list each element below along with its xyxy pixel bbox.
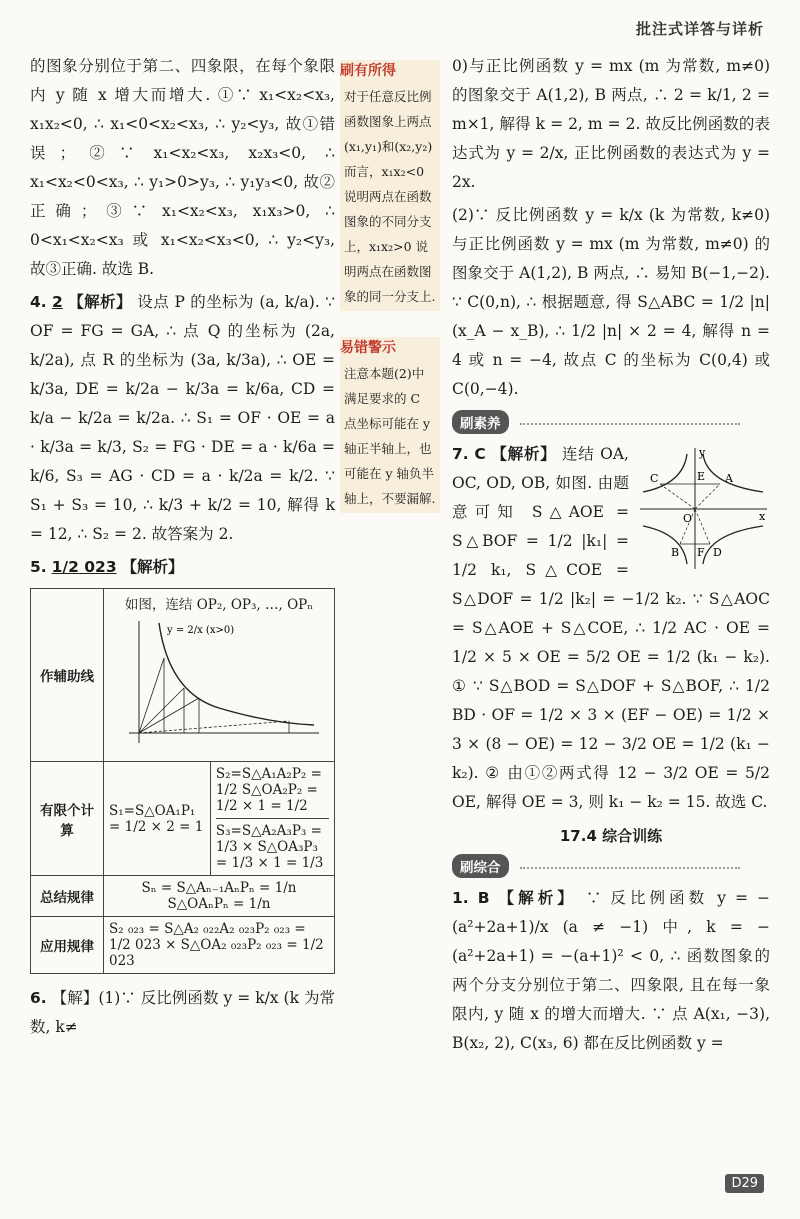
q7-answer: C [474,445,486,463]
table-row-head: 总结规律 [31,876,104,917]
fig-label: E [697,470,706,483]
q6-part1: 0)与正比例函数 y = mx (m 为常数, m≠0) 的图象交于 A(1,2), B 两点, ∴ 2 = k/1, 2 = m×1, 解得 k = 2, m = 2. 故反比例函数的表达式为 y = 2/x, 正比例函数的表达式为 y = 2x. [452,57,770,191]
hyperbola-figure [109,613,329,753]
right-column [452,52,770,1062]
note1-text: 对于任意反比例函数图象上两点(x₁,y₁)和(x₂,y₂)而言，x₁x₂<0 说明两点在函数图象的不同分支上，x₁x₂>0 说明两点在函数图象的同一分支上. [340,82,440,311]
fig-label: x [759,510,766,523]
q6-text: 【解】(1)∵ 反比例函数 y = k/x (k 为常数, k≠ [30,989,335,1036]
fig-label: B [671,546,680,559]
q5-number: 5. [30,558,47,576]
q4-number: 4. [30,293,47,311]
table-cell [210,762,334,876]
q7-text: 连结 OA, OC, OD, OB, 如图. 由题意可知 S△AOE = S△BOF = 1/2 |k₁| = 1/2 k₁, S△COE = S△DOF = 1/2 |k₂| = −1/2 k₂. ∵ S△AOC = S△AOE + S△COE, ∴ 1/2 AC · OE = 1/2 × 5 × OE = 5/2 OE = 1/2 (k₁ − k₂). ① ∵ S△BOD = S△DOF + S△BOF, ∴ 1/2 BD · OF = 1/2 × 3 × (EF − OE) = 1/2 × 3 × (8 − OE) = 12 − 3/2 OE = 1/2 (k₁ − k₂). ② 由①②两式得 12 − 3/2 OE = 5/2 OE, 解得 OE = 3, 则 k₁ − k₂ = 15. 故选 C. [452,445,770,811]
q7-tag: 【解析】 [491,445,557,463]
note2-text: 注意本题(2)中满足要求的 C 点坐标可能在 y 轴正半轴上，也可能在 y 轴负半轴上，不要漏解. [340,359,440,513]
section-title: 17.4 综合训练 [559,827,663,845]
table-cell: Sₙ = S△Aₙ₋₁AₙPₙ = 1/n S△OAₙPₙ = 1/n [104,876,335,917]
q1-number: 1. [452,889,469,907]
badge-zonghe: 刷综合 [452,854,509,878]
table-row-head: 作辅助线 [31,589,104,762]
question-4 [30,288,335,549]
page-header [0,0,800,52]
q7-figure [635,444,770,574]
table-row [31,762,335,876]
q4-answer: 2 [52,293,63,311]
side-notes [340,52,440,513]
solution-table [30,588,335,974]
q4-tag: 【解析】 [68,293,132,311]
note1-title: 刷有所得 [340,63,396,79]
badge-suyang: 刷素养 [452,410,509,434]
left-column [30,52,335,1046]
question-5 [30,553,335,582]
q1-answer: B [477,889,490,907]
dotted-divider [520,423,740,425]
q7-number: 7. [452,445,469,463]
table-row [31,876,335,917]
header-title: 批注式详答与详析 [635,20,764,38]
dotted-divider [520,867,740,869]
q1-text: ∵ 反比例函数 y = −(a²+2a+1)/x (a ≠ −1) 中, k = −(a²+2a+1) = −(a+1)² < 0, ∴ 函数图象的两个分支分别位于第二、四象限, 且在每一象限内, y 随 x 的增大而增大. ∵ 点 A(x₁, −3), B(x₂, 2), C(x₃, 6) 都在反比例函数 y = [452,889,770,1052]
note2-title: 易错警示 [340,340,396,356]
fig-label: D [713,546,722,559]
table-cell: S₁=S△OA₁P₁ = 1/2 × 2 = 1 [104,762,211,876]
q6-part2: (2)∵ 反比例函数 y = k/x (k 为常数, k≠0) 与正比例函数 y = mx (m 为常数, m≠0) 的图象交于 A(1,2), B 两点, ∴ 易知 B(−1,−2). ∵ C(0,n), ∴ 根据题意, 得 S△ABC = 1/2 |n| (x_A − x_B), ∴ 1/2 |n| × 2 = 4, 解得 n = 4 或 n = −4, 故点 C 的坐标为 C(0,4) 或 C(0,−4). [452,206,770,398]
fig-label: A [725,472,733,485]
q5-answer: 1/2 023 [51,558,117,576]
q5-tag: 【解析】 [121,558,184,576]
q1-tag: 【解析】 [498,889,577,907]
table-cell-s3: S₃=S△A₂A₃P₃ = 1/3 × S△OA₃P₃ = 1/3 × 1 = 1/3 [216,818,329,871]
table-row-head: 应用规律 [31,917,104,974]
table-cell-figure [104,589,335,762]
note-block [340,60,440,311]
fig-label: O [683,512,693,525]
table-row [31,589,335,762]
table-cell-s2: S₂=S△A₁A₂P₂ = 1/2 S△OA₂P₂ = 1/2 × 1 = 1/2 [215,766,322,814]
table-row-head: 有限个计算 [31,762,104,876]
table-cell: S₂ ₀₂₃ = S△A₂ ₀₂₂A₂ ₀₂₃P₂ ₀₂₃ = 1/2 023 × S△OA₂ ₀₂₃P₂ ₀₂₃ = 1/2 023 [104,917,335,974]
badge-row [452,854,770,878]
q3-continuation: 的图象分别位于第二、四象限，在每个象限内 y 随 x 增大而增大. ①∵ x₁<x₂<x₃, x₁x₂<0, ∴ x₁<0<x₂<x₃, ∴ y₂<y₃, 故①错误；②∵ x₁<x₂<x₃, x₂x₃<0, ∴ x₁<x₂<0<x₃, ∴ y₁>0>y₃, ∴ y₁y₃<0, 故②正确；③∵ x₁<x₂<x₃, x₁x₃>0, ∴ 0<x₁<x₂<x₃ 或 x₁<x₂<x₃<0, ∴ y₂<y₃, 故③正确. 故选 B. [30,57,335,278]
badge-row [452,410,770,434]
question-1 [452,884,770,1058]
table-cell-text: 如图，连结 OP₂, OP₃, …, OPₙ [124,597,314,613]
function-label: y = 2/x (x>0) [167,625,235,636]
page-number: D29 [725,1174,764,1193]
fig-label: F [697,546,705,559]
note-block [340,337,440,513]
q6-number: 6. [30,989,47,1007]
table-row [31,917,335,974]
q4-text: 设点 P 的坐标为 (a, k/a). ∵ OF = FG = GA, ∴ 点 Q 的坐标为 (2a, k/2a), 点 R 的坐标为 (3a, k/3a), ∴ OE = k/3a, DE = k/2a − k/3a = k/6a, CD = k/a − k/2a = k/2a. ∴ S₁ = OF · OE = a · k/3a = k/3, S₂ = FG · DE = a · k/6a = k/6, S₃ = AG · CD = a · k/2a = k/2. ∵ S₁ + S₃ = 10, ∴ k/3 + k/2 = 10, 解得 k = 12, ∴ S₂ = 2. 故答案为 2. [30,293,335,543]
question-6 [30,984,335,1042]
fig-label: y [699,446,706,459]
fig-label: C [650,472,659,485]
